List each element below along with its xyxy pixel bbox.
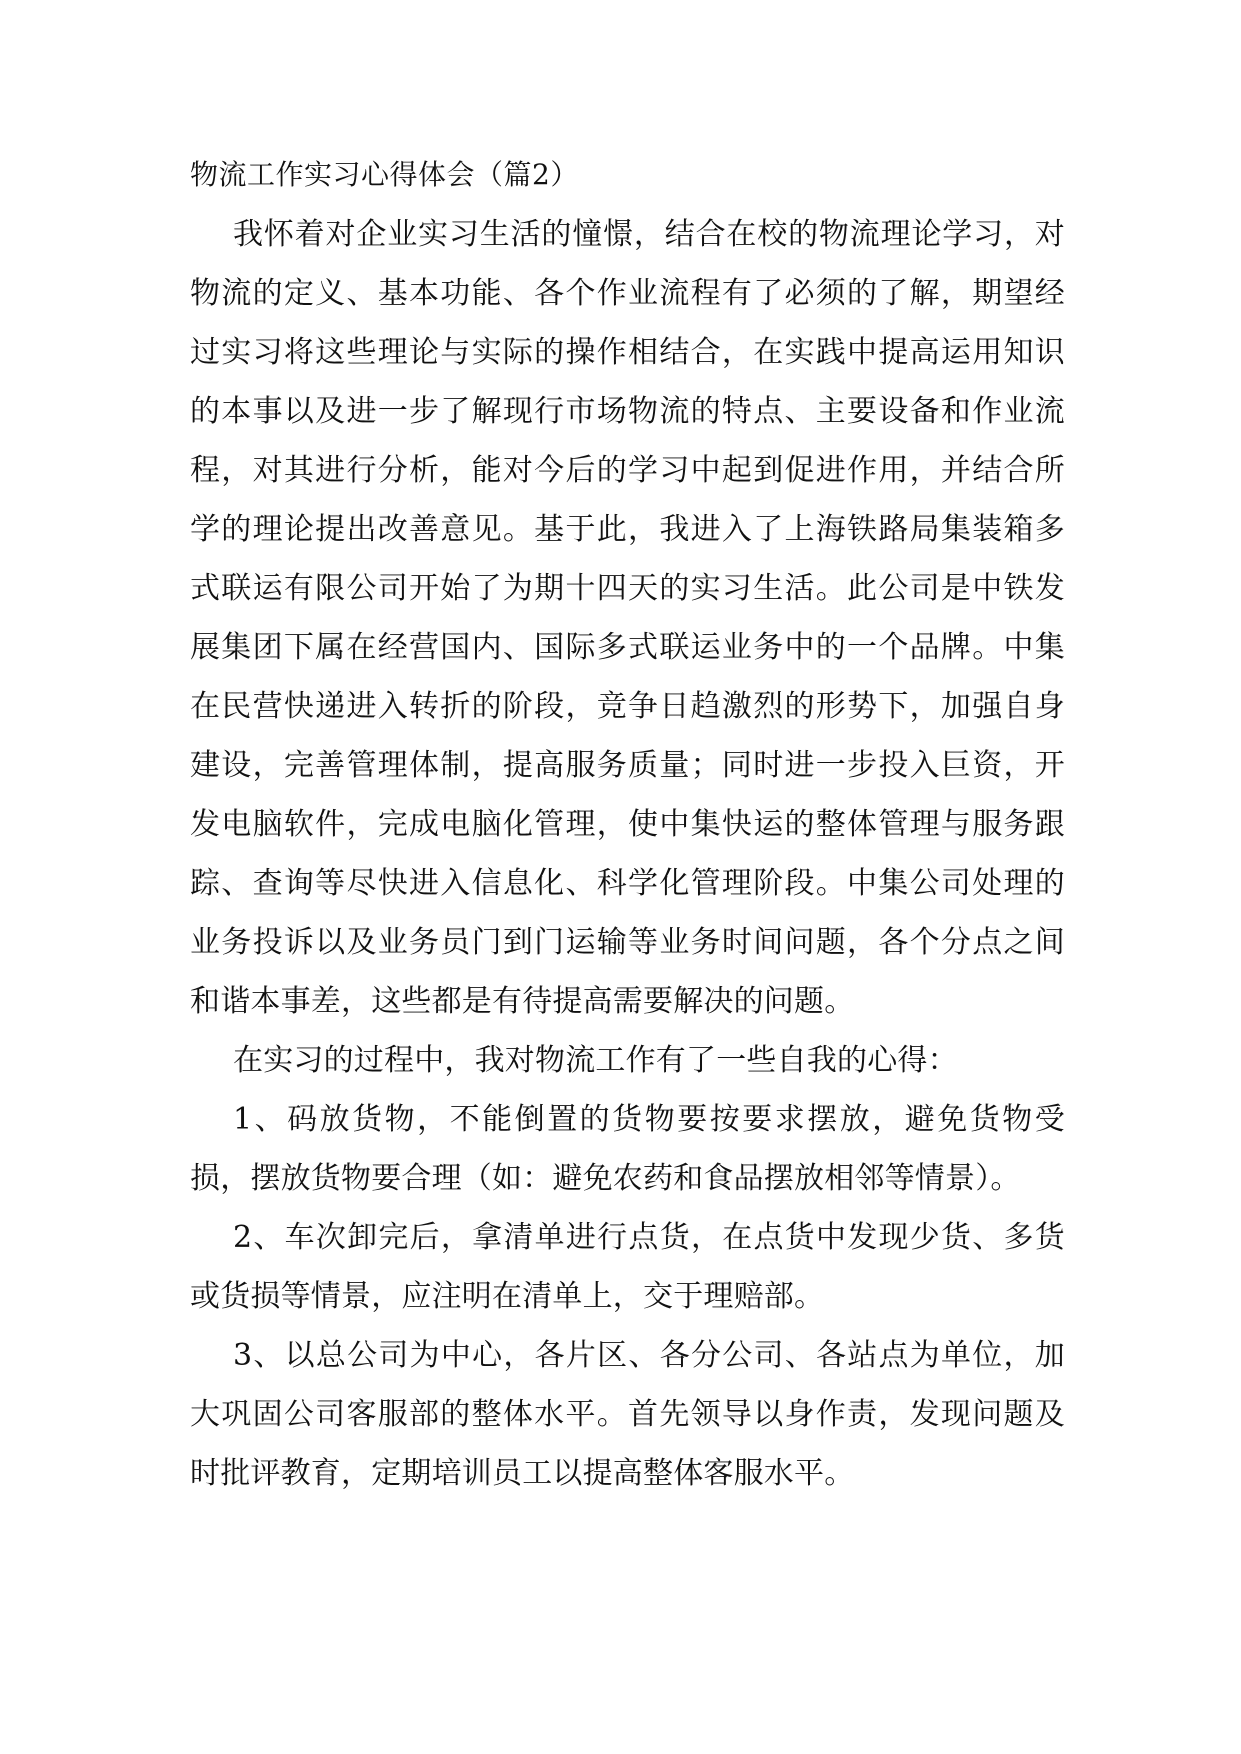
paragraph-point-3: 3、以总公司为中心，各片区、各分公司、各站点为单位，加大巩固公司客服部的整体水平。首先领导以身作责，发现问题及时批评教育，定期培训员工以提高整体客服水平。 — [190, 1338, 1065, 1491]
paragraph-experience-lead: 在实习的过程中，我对物流工作有了一些自我的心得： — [233, 1043, 958, 1078]
paragraph-intro: 我怀着对企业实习生活的憧憬，结合在校的物流理论学习，对物流的定义、基本功能、各个作业流程有了必须的了解，期望经过实习将这些理论与实际的操作相结合，在实践中提高运用知识的本事以及进一步了解现行市场物流的特点、主要设备和作业流程，对其进行分析，能对今后的学习中起到促进作用，并结合所学的理论提出改善意见。基于此，我进入了上海铁路局集装箱多式联运有限公司开始了为期十四天的实习生活。此公司是中铁发展集团下属在经营国内、国际多式联运业务中的一个品牌。中集在民营快递进入转折的阶段，竞争日趋激烈的形势下，加强自身建设，完善管理体制，提高服务质量；同时进一步投入巨资，开发电脑软件，完成电脑化管理，使中集快运的整体管理与服务跟踪、查询等尽快进入信息化、科学化管理阶段。中集公司处理的业务投诉以及业务员门到门运输等业务时间问题，各个分点之间和谐本事差，这些都是有待提高需要解决的问题。 — [190, 217, 1065, 1019]
document-body — [190, 157, 1065, 1503]
document-title: 物流工作实习心得体会（篇2） — [190, 158, 579, 191]
paragraph-point-1: 1、码放货物，不能倒置的货物要按要求摆放，避免货物受损，摆放货物要合理（如：避免农药和食品摆放相邻等情景）。 — [190, 1102, 1065, 1196]
paragraph-point-2: 2、车次卸完后，拿清单进行点货，在点货中发现少货、多货或货损等情景，应注明在清单上，交于理赔部。 — [190, 1220, 1065, 1314]
